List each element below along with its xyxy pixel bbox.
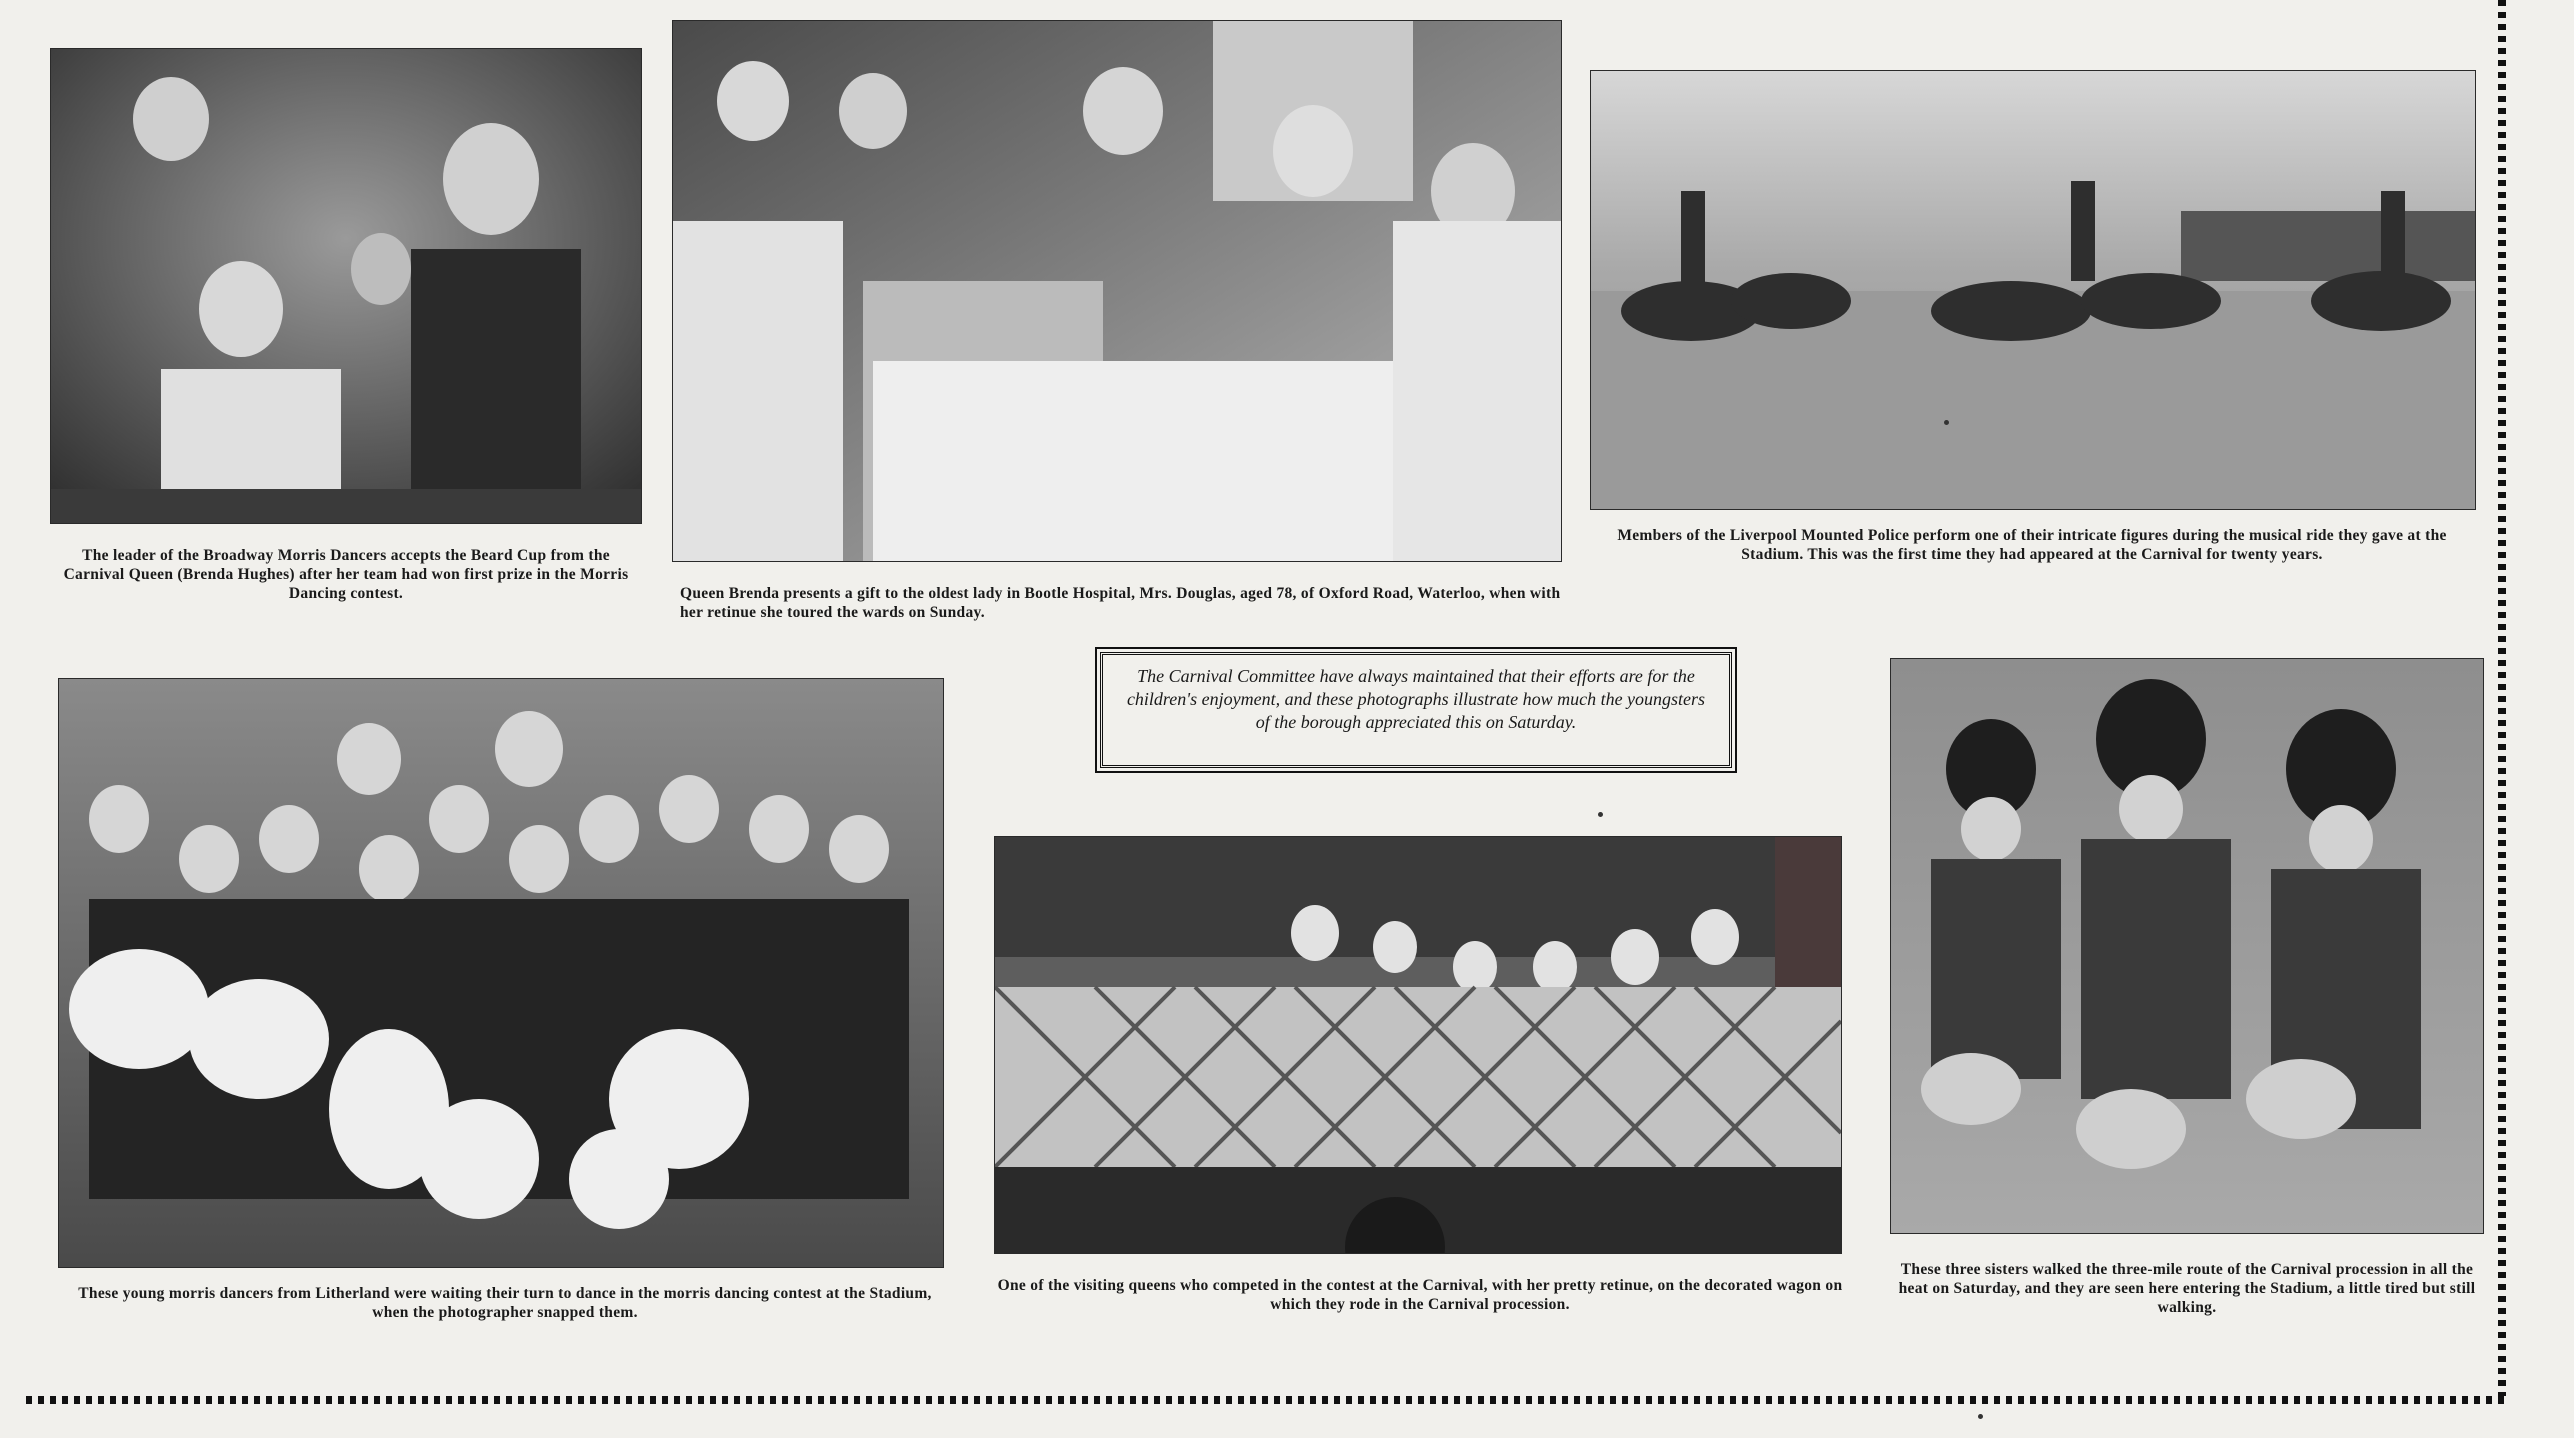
photo-broadway-morris-cup (50, 48, 642, 524)
photo-mounted-police (1590, 70, 2476, 510)
caption-litherland-morris-dancers: These young morris dancers from Litherland were waiting their turn to dance in the morris dancing contest at the Stadium, when the photographer snapped them. (78, 1285, 932, 1321)
print-speck (1944, 420, 1949, 425)
caption-mounted-police: Members of the Liverpool Mounted Police perform one of their intricate figures during the musical ride they gave at the Stadium. This was the first time they had appeared at the Carnival for twenty years. (1617, 527, 2447, 563)
print-speck (1598, 812, 1603, 817)
callout-text: The Carnival Committee have always maintained that their efforts are for the children's enjoyment, and these photographs illustrate how much the youngsters of the borough appreciated this on Saturday. (1126, 666, 1706, 732)
photo-three-sisters-drummers (1890, 658, 2484, 1234)
callout-box (1100, 652, 1732, 768)
caption-queen-hospital-visit: Queen Brenda presents a gift to the oldest lady in Bootle Hospital, Mrs. Douglas, aged 78, of Oxford Road, Waterloo, when with her retinue she toured the wards on Sunday. (680, 585, 1561, 621)
caption-visiting-queen-wagon: One of the visiting queens who competed in the contest at the Carnival, with her pretty retinue, on the decorated wagon on which they rode in the Carnival procession. (997, 1277, 1843, 1313)
caption-three-sisters-drummers: These three sisters walked the three-mile route of the Carnival procession in all the heat on Saturday, and they are seen here entering the Stadium, a little tired but still walking. (1898, 1261, 2476, 1316)
dotted-page-border-right (2498, 0, 2506, 1404)
dotted-page-border-bottom (26, 1396, 2506, 1404)
photo-litherland-morris-dancers (58, 678, 944, 1268)
photo-queen-hospital-visit (672, 20, 1562, 562)
caption-broadway-morris-cup: The leader of the Broadway Morris Dancers accepts the Beard Cup from the Carnival Queen (Brenda Hughes) after her team had won first prize in the Morris Dancing contest. (63, 547, 629, 602)
print-speck (1978, 1414, 1983, 1419)
photo-visiting-queen-wagon (994, 836, 1842, 1254)
